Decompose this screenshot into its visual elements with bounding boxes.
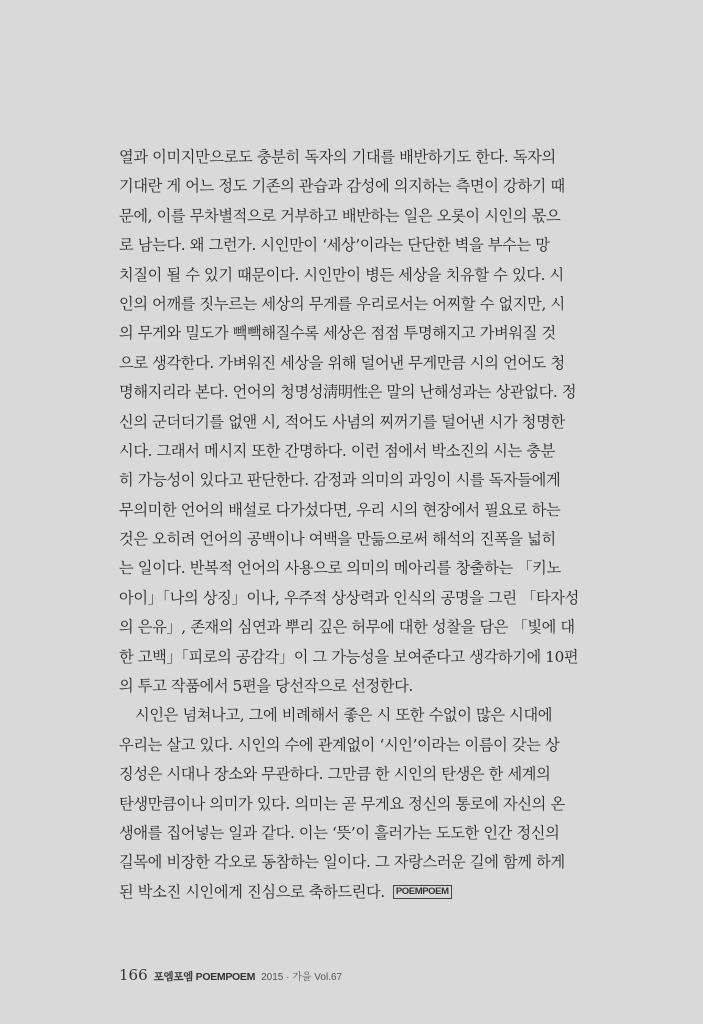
text-line-final (119, 878, 583, 907)
text-line: 무의미한 언어의 배설로 다가섰다면, 우리 시의 현장에서 필요로 하는 (119, 500, 561, 519)
text-line: 징성은 시대나 장소와 무관하다. 그만큼 한 시인의 탄생은 한 세계의 (119, 765, 551, 784)
body-text (119, 143, 583, 907)
text-line: 신의 군더더기를 없앤 시, 적어도 사념의 찌꺼기를 덜어낸 시가 청명한 (119, 412, 565, 431)
closing-sentence: 된 박소진 시인에게 진심으로 축하드린다. (119, 882, 385, 901)
text-line: 의 투고 작품에서 5편을 당선작으로 선정한다. (119, 677, 413, 696)
text-line: 문에, 이를 무차별적으로 거부하고 배반하는 일은 오롯이 시인의 몫으 (119, 206, 561, 225)
text-line: 탄생만큼이나 의미가 있다. 의미는 곧 무게요 정신의 통로에 자신의 온 (119, 794, 565, 813)
text-line: 열과 이미지만으로도 충분히 독자의 기대를 배반하기도 한다. 독자의 (119, 148, 556, 166)
text-line: 시다. 그래서 메시지 또한 간명하다. 이런 점에서 박소진의 시는 충분 (119, 441, 555, 460)
text-line: 기대란 게 어느 정도 기존의 관습과 감성에 의지하는 측면이 강하기 때 (119, 177, 565, 196)
text-line: 길목에 비장한 각오로 동참하는 일이다. 그 자랑스러운 길에 함께 하게 (119, 853, 565, 872)
text-line: 의 은유」, 존재의 심연과 뿌리 깊은 허무에 대한 성찰을 담은 「빛에 대 (119, 618, 575, 637)
page-number: 166 (119, 966, 148, 984)
text-line: 히 가능성이 있다고 판단한다. 감정과 의미의 과잉이 시를 독자들에게 (119, 471, 561, 490)
text-line: 의 무게와 밀도가 빽빽해질수록 세상은 점점 투명해지고 가벼워질 것 (119, 324, 556, 343)
magazine-name: 포엠포엠 POEMPOEM (153, 971, 256, 983)
text-line: 시인은 넘쳐나고, 그에 비례해서 좋은 시 또한 수없이 많은 시대에 (135, 706, 553, 725)
text-line: 로 남는다. 왜 그런가. 시인만이 ‘세상’이라는 단단한 벽을 부수는 망 (119, 236, 550, 255)
text-line: 생애를 집어넣는 일과 같다. 이는 ‘뜻’이 흘러가는 도도한 인간 정신의 (119, 823, 560, 842)
text-line: 명해지리라 본다. 언어의 청명성淸明性은 말의 난해성과는 상관없다. 정 (119, 383, 577, 402)
text-line: 아이」「나의 상징」이나, 우주적 상상력과 인식의 공명을 그린 「타자성 (119, 588, 579, 607)
text-line: 한 고백」「피로의 공감각」이 그 가능성을 보여준다고 생각하기에 10편 (119, 647, 579, 666)
text-line: 치질이 될 수 있기 때문이다. 시인만이 병든 세상을 치유할 수 있다. 시 (119, 265, 564, 284)
issue-label: 2015 · 가을 Vol.67 (261, 972, 343, 983)
text-line: 것은 오히려 언어의 공백이나 여백을 만듦으로써 해석의 진폭을 넓히 (119, 530, 556, 549)
text-line: 는 일이다. 반복적 언어의 사용으로 의미의 메아리를 창출하는 「키노 (119, 559, 561, 578)
text-line: 으로 생각한다. 가벼워진 세상을 위해 덜어낸 무게만큼 시의 언어도 청 (119, 353, 565, 372)
text-line: 우리는 살고 있다. 시인의 수에 관계없이 ‘시인’이라는 이름이 갖는 상 (119, 735, 560, 754)
signature-mark: POEMPOEM (393, 885, 452, 899)
page-footer (119, 966, 342, 984)
text-line: 인의 어깨를 짓누르는 세상의 무게를 우리로서는 어찌할 수 없지만, 시 (119, 294, 565, 313)
